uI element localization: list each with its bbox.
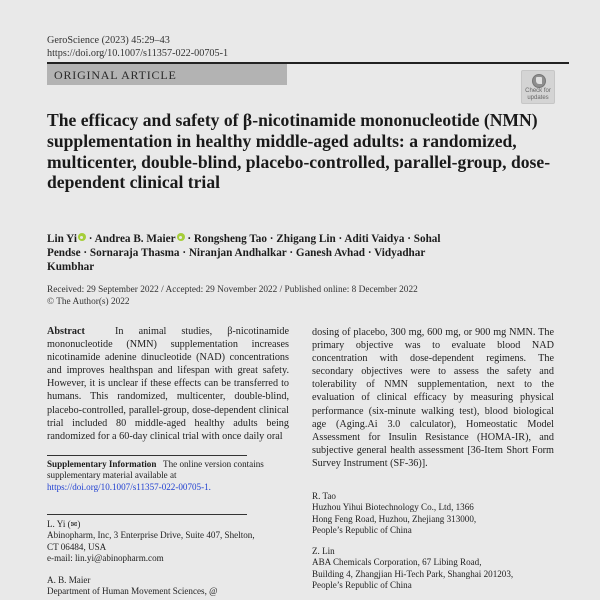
affiliation-lin: [312, 546, 562, 592]
affiliation-line: ABA Chemicals Corporation, 67 Libing Road,: [312, 557, 482, 568]
affiliation-line: People’s Republic of China: [312, 580, 412, 591]
affiliation-divider: [47, 514, 247, 515]
abstract-text-left: In animal studies, β-nicotinamide mononucleotide (NMN) supplementation increases nicotinamide adenine dinucleotide (NAD) concentrations and improves healthspan and lifespan with great safety. However, it is unclear if these effects can be transferred to humans. This randomized, multicenter, double-blind, placebo-controlled, parallel-group, dose-dependent clinical trial included 80 middle-aged healthy adults being randomized for a 60-day clinical trial with once daily oral: [47, 326, 289, 442]
supplementary-information: [47, 459, 287, 493]
author-name[interactable]: Ganesh Avhad: [295, 247, 366, 260]
abstract-right-column: [312, 326, 554, 470]
envelope-icon[interactable]: ✉: [70, 520, 78, 529]
orcid-icon[interactable]: [78, 233, 86, 241]
affiliation-name: A. B. Maier: [47, 575, 91, 585]
affiliation-line: Huzhou Yihui Biotechnology Co., Ltd, 1366: [312, 502, 474, 513]
affiliation-line: CT 06484, USA: [47, 541, 107, 552]
orcid-icon[interactable]: [177, 233, 185, 241]
author-separator: ·: [335, 233, 345, 245]
author-separator: ·: [404, 233, 414, 245]
author-separator: ·: [184, 233, 194, 245]
author-separator: ·: [85, 233, 95, 245]
abstract-text-right: dosing of placebo, 300 mg, 600 mg, or 900 mg NMN. The primary objective was to evaluate blood NAD concentration with dose-dependent regimens. The secondary objectives were to assess the safety and tolerability of NMN supplementation, next to the evaluation of clinical efficacy by measuring physical performance (six-minute walking test), blood biological age (Aging.Ai 3.0 calculator), Homeostatic Model Assessment for Insulin Resistance (HOMA-IR), and subjective general health assessment [36-Item Short Form Survey Instrument (SF-36)].: [312, 327, 554, 469]
affiliation-maier: [47, 575, 297, 598]
copyright-line: © The Author(s) 2022: [47, 296, 130, 307]
affiliation-yi: [47, 519, 297, 565]
author-separator: ·: [365, 247, 375, 260]
author-name[interactable]: Niranjan Andhalkar: [188, 247, 287, 260]
affiliation-line: People’s Republic of China: [312, 525, 412, 536]
author-separator: ·: [179, 247, 189, 260]
author-name[interactable]: Andrea B. Maier: [94, 233, 176, 245]
author-name[interactable]: Sornaraja Thasma: [89, 247, 180, 260]
check-for-updates-label: [522, 88, 554, 101]
author-name[interactable]: Lin Yi: [47, 233, 77, 245]
supplementary-label: Supplementary Information: [47, 459, 157, 469]
doi-link[interactable]: https://doi.org/10.1007/s11357-022-00705-1: [47, 48, 229, 59]
article-title: The efficacy and safety of β-nicotinamide mononucleotide (NMN) supplementation in healthy middle-aged adults: a randomized, multicenter, double-blind, placebo-controlled, parallel-group, dose-dependent clinical trial: [47, 110, 551, 193]
abstract-left-column: [47, 325, 289, 443]
author-name[interactable]: Aditi Vaidya: [344, 233, 405, 245]
author-list: [47, 232, 467, 275]
journal-citation: GeroScience (2023) 45:29–43: [47, 35, 170, 46]
author-name[interactable]: Vidyadhar Kumbhar: [47, 247, 426, 274]
check-for-updates-icon: [532, 74, 546, 88]
affiliation-email[interactable]: e-mail: lin.yi@abinopharm.com: [47, 553, 164, 564]
author-name[interactable]: Zhigang Lin: [276, 233, 336, 245]
dates-line: Received: 29 September 2022 / Accepted: 29 November 2022 / Published online: 8 December 2022: [47, 285, 418, 295]
author-separator: ·: [266, 233, 277, 245]
check-for-updates-line1: Check for: [525, 88, 551, 94]
journal-header: [47, 34, 228, 60]
abstract-label: Abstract: [47, 326, 85, 337]
affiliation-name: R. Tao: [312, 491, 336, 501]
affiliation-name: Z. Lin: [312, 546, 335, 556]
author-separator: ·: [286, 247, 296, 260]
author-separator: ·: [80, 247, 90, 260]
author-name[interactable]: Rongsheng Tao: [193, 233, 267, 245]
supplementary-link[interactable]: https://doi.org/10.1007/s11357-022-00705-1.: [47, 481, 211, 492]
supplementary-text: The online version contains supplementary material available at: [47, 459, 264, 481]
article-type-banner: [47, 64, 287, 85]
affiliation-line: Department of Human Movement Sciences, @: [47, 586, 218, 597]
affiliation-line: Building 4, Zhangjian Hi-Tech Park, Shanghai 201203,: [312, 568, 514, 579]
affiliation-line: Hong Feng Road, Huzhou, Zhejiang 313000,: [312, 513, 477, 524]
footnote-divider: [47, 455, 247, 456]
author-name[interactable]: Sohal Pendse: [47, 233, 441, 260]
affiliation-tao: [312, 491, 562, 537]
check-for-updates-line2: updates: [527, 94, 549, 101]
affiliation-name: L. Yi (✉): [47, 519, 81, 529]
publication-dates: [47, 285, 418, 308]
check-for-updates-button[interactable]: [521, 70, 555, 104]
article-type-label: ORIGINAL ARTICLE: [54, 68, 177, 82]
affiliation-line: Abinopharm, Inc, 3 Enterprise Drive, Suite 407, Shelton,: [47, 530, 255, 541]
affiliation-yi-name: L. Yi: [47, 519, 66, 529]
